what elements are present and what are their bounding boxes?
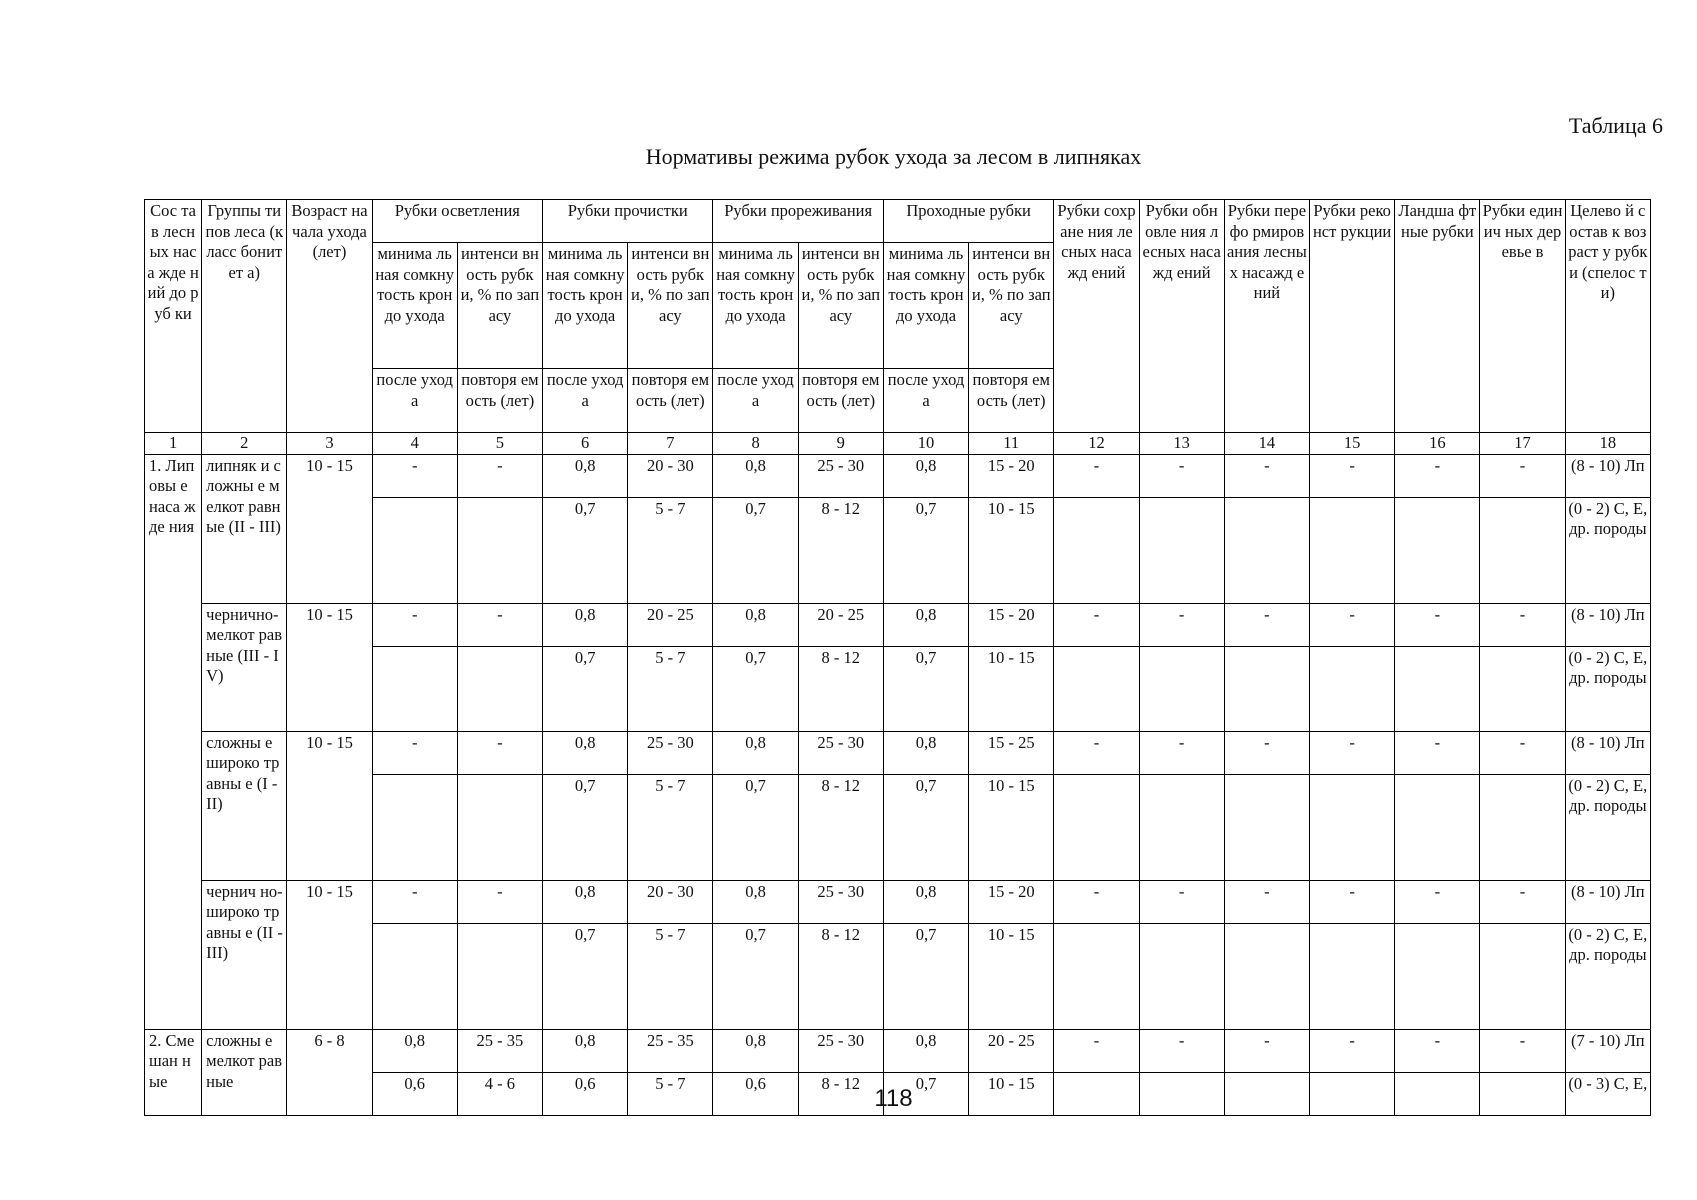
value-cell: 20 - 30 bbox=[628, 454, 713, 497]
value-cell: 5 - 7 bbox=[628, 1072, 713, 1115]
value-cell: - bbox=[1480, 603, 1565, 646]
table-row bbox=[145, 1029, 1651, 1072]
value-cell: (0 - 2) С, Е, др. породы bbox=[1565, 497, 1650, 603]
header-after-care: после ухода bbox=[883, 369, 968, 433]
header-c13: Рубки обновле ния лесных насажд ений bbox=[1139, 200, 1224, 433]
header-c16: Ландша фтные рубки bbox=[1395, 200, 1480, 433]
value-cell: 0,8 bbox=[883, 731, 968, 774]
value-cell: 8 - 12 bbox=[798, 646, 883, 731]
value-cell: 25 - 35 bbox=[457, 1029, 542, 1072]
value-cell: (7 - 10) Лп bbox=[1565, 1029, 1650, 1072]
value-cell: 0,8 bbox=[543, 1029, 628, 1072]
value-cell: 10 - 15 bbox=[969, 646, 1054, 731]
value-cell: 0,8 bbox=[713, 454, 798, 497]
column-number: 16 bbox=[1395, 433, 1480, 455]
value-cell: 15 - 20 bbox=[969, 880, 1054, 923]
header-min-density: минима льная сомкну тость крон до ухода bbox=[713, 243, 798, 369]
table-row bbox=[145, 880, 1651, 923]
column-number: 1 bbox=[145, 433, 202, 455]
value-cell: - bbox=[1310, 880, 1395, 923]
value-cell bbox=[1395, 774, 1480, 880]
value-cell bbox=[1054, 497, 1139, 603]
value-cell: - bbox=[1054, 1029, 1139, 1072]
header-c18: Целево й состав к возраст у рубки (спелос ти) bbox=[1565, 200, 1650, 433]
value-cell bbox=[457, 774, 542, 880]
value-cell: (8 - 10) Лп bbox=[1565, 880, 1650, 923]
value-cell bbox=[457, 646, 542, 731]
column-number: 9 bbox=[798, 433, 883, 455]
value-cell: 8 - 12 bbox=[798, 1072, 883, 1115]
value-cell bbox=[1224, 774, 1309, 880]
value-cell: - bbox=[1310, 731, 1395, 774]
table-label: Таблица 6 bbox=[1568, 113, 1663, 138]
header-repeat: повторя емость (лет) bbox=[969, 369, 1054, 433]
value-cell: 25 - 30 bbox=[798, 454, 883, 497]
value-cell: - bbox=[1139, 1029, 1224, 1072]
start-age-cell: 10 - 15 bbox=[287, 454, 372, 603]
value-cell: - bbox=[1139, 454, 1224, 497]
header-intensity: интенси вность рубки, % по запасу bbox=[457, 243, 542, 369]
value-cell: 0,8 bbox=[372, 1029, 457, 1072]
header-composition: Сос тав лесн ых наса жде ний до руб ки bbox=[145, 200, 202, 433]
value-cell bbox=[1395, 923, 1480, 1029]
column-number: 3 bbox=[287, 433, 372, 455]
header-group-osv: Рубки осветления bbox=[372, 200, 542, 243]
column-number: 10 bbox=[883, 433, 968, 455]
value-cell: - bbox=[372, 880, 457, 923]
column-number: 18 bbox=[1565, 433, 1650, 455]
value-cell bbox=[1224, 646, 1309, 731]
value-cell bbox=[1480, 646, 1565, 731]
forest-type-cell: сложны е широко травны е (I - II) bbox=[202, 731, 287, 880]
start-age-cell: 10 - 15 bbox=[287, 603, 372, 731]
value-cell: (8 - 10) Лп bbox=[1565, 454, 1650, 497]
value-cell: 8 - 12 bbox=[798, 497, 883, 603]
value-cell: 25 - 30 bbox=[798, 880, 883, 923]
value-cell: - bbox=[1395, 603, 1480, 646]
value-cell: 0,8 bbox=[883, 880, 968, 923]
value-cell: 0,7 bbox=[883, 646, 968, 731]
value-cell bbox=[1480, 923, 1565, 1029]
value-cell: 0,8 bbox=[883, 603, 968, 646]
header-after-care: после ухода bbox=[713, 369, 798, 433]
value-cell: 0,7 bbox=[713, 923, 798, 1029]
value-cell bbox=[1395, 646, 1480, 731]
value-cell: - bbox=[1139, 731, 1224, 774]
forest-type-cell: черничнo- мелкот равные (III - IV) bbox=[202, 603, 287, 731]
value-cell: - bbox=[1054, 731, 1139, 774]
value-cell: 0,7 bbox=[713, 774, 798, 880]
value-cell: 0,7 bbox=[543, 646, 628, 731]
header-c15: Рубки реконст рукции bbox=[1310, 200, 1395, 433]
value-cell: 0,8 bbox=[883, 454, 968, 497]
header-start-age: Возраст начала ухода (лет) bbox=[287, 200, 372, 433]
value-cell: 25 - 30 bbox=[798, 731, 883, 774]
value-cell: - bbox=[457, 880, 542, 923]
value-cell bbox=[457, 497, 542, 603]
table-row bbox=[145, 731, 1651, 774]
column-number: 11 bbox=[969, 433, 1054, 455]
value-cell bbox=[1310, 646, 1395, 731]
value-cell: 0,7 bbox=[713, 646, 798, 731]
value-cell: - bbox=[1480, 1029, 1565, 1072]
value-cell bbox=[1054, 923, 1139, 1029]
value-cell: 0,8 bbox=[883, 1029, 968, 1072]
value-cell: 0,8 bbox=[543, 731, 628, 774]
header-intensity: интенси вность рубки, % по запасу bbox=[628, 243, 713, 369]
value-cell: - bbox=[1054, 603, 1139, 646]
value-cell: 10 - 15 bbox=[969, 497, 1054, 603]
column-number: 14 bbox=[1224, 433, 1309, 455]
value-cell: (0 - 3) С, Е, bbox=[1565, 1072, 1650, 1115]
value-cell: - bbox=[457, 454, 542, 497]
header-min-density: минима льная сомкну тость крон до ухода bbox=[883, 243, 968, 369]
value-cell: 5 - 7 bbox=[628, 923, 713, 1029]
value-cell: 0,8 bbox=[543, 603, 628, 646]
value-cell: (0 - 2) С, Е, др. породы bbox=[1565, 923, 1650, 1029]
value-cell: 15 - 20 bbox=[969, 454, 1054, 497]
page-title: Нормативы режима рубок ухода за лесом в липняках bbox=[645, 144, 1142, 169]
value-cell: - bbox=[1224, 603, 1309, 646]
value-cell: 0,7 bbox=[713, 497, 798, 603]
value-cell: 0,7 bbox=[543, 497, 628, 603]
value-cell: - bbox=[1139, 880, 1224, 923]
value-cell: - bbox=[1480, 454, 1565, 497]
column-number: 12 bbox=[1054, 433, 1139, 455]
value-cell: - bbox=[1395, 731, 1480, 774]
forest-type-cell: сложны е мелкот равные bbox=[202, 1029, 287, 1115]
header-group-proch: Рубки прочистки bbox=[543, 200, 713, 243]
value-cell: (0 - 2) С, Е, др. породы bbox=[1565, 646, 1650, 731]
value-cell: 0,7 bbox=[543, 774, 628, 880]
value-cell: 25 - 30 bbox=[798, 1029, 883, 1072]
value-cell bbox=[1480, 497, 1565, 603]
value-cell: 4 - 6 bbox=[457, 1072, 542, 1115]
value-cell: - bbox=[1480, 880, 1565, 923]
value-cell: 0,8 bbox=[713, 731, 798, 774]
composition-cell: 1. Лип овы е наса жде ния bbox=[145, 454, 202, 1029]
value-cell: 0,6 bbox=[543, 1072, 628, 1115]
value-cell bbox=[1310, 497, 1395, 603]
start-age-cell: 10 - 15 bbox=[287, 880, 372, 1029]
value-cell: (8 - 10) Лп bbox=[1565, 603, 1650, 646]
header-after-care: после ухода bbox=[543, 369, 628, 433]
value-cell: 0,8 bbox=[543, 454, 628, 497]
value-cell: 15 - 20 bbox=[969, 603, 1054, 646]
header-repeat: повторя емость (лет) bbox=[798, 369, 883, 433]
value-cell: 0,8 bbox=[713, 603, 798, 646]
value-cell: 0,7 bbox=[883, 923, 968, 1029]
value-cell bbox=[1139, 646, 1224, 731]
value-cell: - bbox=[1310, 1029, 1395, 1072]
value-cell bbox=[372, 774, 457, 880]
value-cell bbox=[372, 646, 457, 731]
column-number: 17 bbox=[1480, 433, 1565, 455]
value-cell: 15 - 25 bbox=[969, 731, 1054, 774]
value-cell: 5 - 7 bbox=[628, 497, 713, 603]
value-cell bbox=[1139, 923, 1224, 1029]
value-cell bbox=[1310, 774, 1395, 880]
value-cell: 0,7 bbox=[543, 923, 628, 1029]
page-number: 118 bbox=[874, 1085, 913, 1112]
forest-type-cell: чернич но- широко травны е (II - III) bbox=[202, 880, 287, 1029]
value-cell: 20 - 25 bbox=[628, 603, 713, 646]
value-cell: - bbox=[1480, 731, 1565, 774]
value-cell bbox=[457, 923, 542, 1029]
value-cell: 10 - 15 bbox=[969, 1072, 1054, 1115]
value-cell: - bbox=[1310, 603, 1395, 646]
value-cell: 10 - 15 bbox=[969, 923, 1054, 1029]
header-repeat: повторя емость (лет) bbox=[457, 369, 542, 433]
header-repeat: повторя емость (лет) bbox=[628, 369, 713, 433]
value-cell bbox=[1139, 497, 1224, 603]
value-cell: - bbox=[1054, 454, 1139, 497]
value-cell: - bbox=[1310, 454, 1395, 497]
header-min-density: минима льная сомкну тость крон до ухода bbox=[372, 243, 457, 369]
column-number: 2 bbox=[202, 433, 287, 455]
value-cell: - bbox=[372, 731, 457, 774]
value-cell: 0,8 bbox=[713, 880, 798, 923]
value-cell: 20 - 25 bbox=[798, 603, 883, 646]
value-cell: - bbox=[372, 603, 457, 646]
start-age-cell: 10 - 15 bbox=[287, 731, 372, 880]
value-cell: - bbox=[1224, 454, 1309, 497]
composition-cell: 2. Сме шан ные bbox=[145, 1029, 202, 1115]
value-cell: 10 - 15 bbox=[969, 774, 1054, 880]
value-cell: 0,6 bbox=[372, 1072, 457, 1115]
value-cell: - bbox=[1054, 880, 1139, 923]
value-cell: 0,7 bbox=[883, 1072, 968, 1115]
value-cell: - bbox=[1395, 1029, 1480, 1072]
column-number: 4 bbox=[372, 433, 457, 455]
value-cell: 20 - 25 bbox=[969, 1029, 1054, 1072]
value-cell: 5 - 7 bbox=[628, 646, 713, 731]
value-cell: 8 - 12 bbox=[798, 774, 883, 880]
value-cell: 25 - 30 bbox=[628, 731, 713, 774]
column-number: 5 bbox=[457, 433, 542, 455]
value-cell: - bbox=[1395, 880, 1480, 923]
header-group-proreg: Рубки прореживания bbox=[713, 200, 883, 243]
header-c17: Рубки единич ных деревье в bbox=[1480, 200, 1565, 433]
header-c14: Рубки перефо рмиров ания лесных насажд ений bbox=[1224, 200, 1309, 433]
forest-type-cell: липняк и сложны е мелкот равные (II - III) bbox=[202, 454, 287, 603]
value-cell: 0,8 bbox=[543, 880, 628, 923]
value-cell: 0,7 bbox=[883, 774, 968, 880]
column-number: 8 bbox=[713, 433, 798, 455]
value-cell: - bbox=[372, 454, 457, 497]
header-forest-types: Группы типов леса (класс бонитет а) bbox=[202, 200, 287, 433]
value-cell: - bbox=[1224, 731, 1309, 774]
header-c12: Рубки сохране ния лесных насажд ений bbox=[1054, 200, 1139, 433]
header-after-care: после ухода bbox=[372, 369, 457, 433]
table-row bbox=[145, 603, 1651, 646]
value-cell: (8 - 10) Лп bbox=[1565, 731, 1650, 774]
value-cell: 25 - 35 bbox=[628, 1029, 713, 1072]
value-cell bbox=[1224, 497, 1309, 603]
header-group-prohod: Проходные рубки bbox=[883, 200, 1053, 243]
value-cell: - bbox=[1395, 454, 1480, 497]
value-cell: 0,8 bbox=[713, 1029, 798, 1072]
header-intensity: интенси вность рубки, % по запасу bbox=[969, 243, 1054, 369]
value-cell bbox=[372, 497, 457, 603]
value-cell: - bbox=[1224, 880, 1309, 923]
column-number: 7 bbox=[628, 433, 713, 455]
header-min-density: минима льная сомкну тость крон до ухода bbox=[543, 243, 628, 369]
value-cell bbox=[1224, 923, 1309, 1029]
column-number: 15 bbox=[1310, 433, 1395, 455]
value-cell: - bbox=[1139, 603, 1224, 646]
value-cell bbox=[372, 923, 457, 1029]
value-cell: (0 - 2) С, Е, др. породы bbox=[1565, 774, 1650, 880]
value-cell: 0,7 bbox=[883, 497, 968, 603]
norms-table bbox=[144, 199, 1651, 1116]
value-cell: 5 - 7 bbox=[628, 774, 713, 880]
value-cell bbox=[1310, 923, 1395, 1029]
value-cell: - bbox=[457, 731, 542, 774]
value-cell bbox=[1480, 774, 1565, 880]
value-cell: - bbox=[1224, 1029, 1309, 1072]
column-number: 6 bbox=[543, 433, 628, 455]
table-row bbox=[145, 454, 1651, 497]
value-cell bbox=[1395, 497, 1480, 603]
value-cell: 0,6 bbox=[713, 1072, 798, 1115]
value-cell: - bbox=[457, 603, 542, 646]
value-cell: 8 - 12 bbox=[798, 923, 883, 1029]
value-cell bbox=[1139, 774, 1224, 880]
column-number: 13 bbox=[1139, 433, 1224, 455]
value-cell bbox=[1054, 774, 1139, 880]
header-intensity: интенси вность рубки, % по запасу bbox=[798, 243, 883, 369]
start-age-cell: 6 - 8 bbox=[287, 1029, 372, 1115]
value-cell bbox=[1054, 646, 1139, 731]
value-cell: 20 - 30 bbox=[628, 880, 713, 923]
